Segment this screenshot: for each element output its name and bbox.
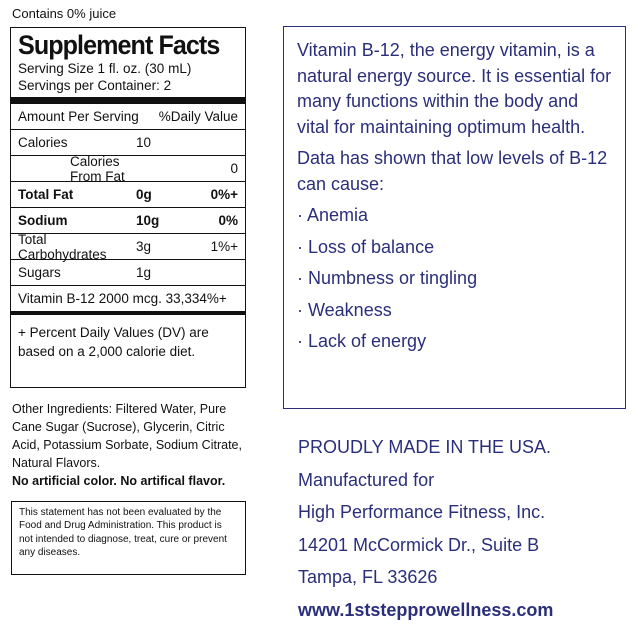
nutrient-amount: 1g <box>136 265 152 280</box>
manufacturer-info <box>298 433 553 628</box>
row-total-fat <box>11 181 245 207</box>
company-name: High Performance Fitness, Inc. <box>298 502 546 522</box>
other-ingredients <box>12 400 248 490</box>
divider-thick <box>11 97 245 104</box>
amount-per-serving-label: Amount Per Serving <box>18 109 139 124</box>
manufactured-for: Manufactured for <box>298 469 435 490</box>
serving-size: Serving Size 1 fl. oz. (30 mL) <box>18 61 192 76</box>
facts-title: Supplement Facts <box>18 30 220 60</box>
row-sodium <box>11 207 245 233</box>
vitamin-b12-text: Vitamin B-12 2000 mcg. 33,334%+ <box>18 291 227 306</box>
list-item: · Weakness <box>297 299 392 320</box>
nutrient-amount: 10 <box>136 135 152 150</box>
fda-disclaimer: This statement has not been evaluated by the Food and Drug Administration. This product is not intended to diagnose, treat, cure or prevent any diseases. <box>11 501 246 575</box>
nutrient-name: Calories <box>18 135 68 150</box>
nutrient-dv: 0% <box>218 213 238 228</box>
list-item: · Numbness or tingling <box>297 268 478 288</box>
nutrient-name: Sugars <box>18 265 61 280</box>
row-total-carbohydrates <box>11 231 245 262</box>
vitamin-info-box <box>283 26 626 409</box>
nutrient-amount: 0g <box>136 187 152 202</box>
facts-header-row <box>11 104 245 129</box>
made-in-usa: PROUDLY MADE IN THE USA. <box>298 437 552 457</box>
nutrient-dv: 0%+ <box>210 187 238 202</box>
nutrient-name: Calories From Fat <box>70 153 125 184</box>
ingredients-text: Other Ingredients: Filtered Water, Pure Cane Sugar (Sucrose), Glycerin, Citric Acid, Potassium Sorbate, Sodium Citrate, Natural Flavors. <box>12 402 242 470</box>
list-item: · Loss of balance <box>297 236 435 257</box>
daily-value-footnote: + Percent Daily Values (DV) are based on a 2,000 calorie diet. <box>18 325 209 359</box>
row-calories <box>11 129 245 155</box>
daily-value-label: %Daily Value <box>158 109 238 124</box>
info-intro: Vitamin B-12, the energy vitamin, is a natural energy source. It is essential for many functions within the body and vital for maintaining optimum health. <box>297 40 612 137</box>
nutrient-name: Total Fat <box>18 187 74 202</box>
servings-per-container: Servings per Container: 2 <box>18 78 172 93</box>
row-vitamin-b12 <box>11 285 245 311</box>
row-sugars <box>11 259 245 285</box>
juice-note: Contains 0% juice <box>12 6 117 21</box>
website-link[interactable]: www.1ststepprowellness.com <box>298 599 554 620</box>
nutrient-dv: 1%+ <box>210 239 238 254</box>
supplement-facts-panel <box>10 27 246 388</box>
nutrient-name: Sodium <box>18 213 68 228</box>
nutrient-dv: 0 <box>230 161 238 176</box>
row-calories-from-fat <box>11 153 245 184</box>
city-line: Tampa, FL 33626 <box>298 567 438 587</box>
address-line: 14201 McCormick Dr., Suite B <box>298 534 540 555</box>
nutrient-name: Total Carbohydrates <box>18 231 107 262</box>
nutrient-amount: 10g <box>136 213 160 228</box>
no-artificial-note: No artificial color. No artifical flavor. <box>12 474 226 488</box>
list-item: · Lack of energy <box>297 331 427 351</box>
nutrient-amount: 3g <box>136 239 152 254</box>
info-data-line: Data has shown that low levels of B-12 can cause: <box>297 148 608 194</box>
list-item: · Anemia <box>297 205 369 225</box>
